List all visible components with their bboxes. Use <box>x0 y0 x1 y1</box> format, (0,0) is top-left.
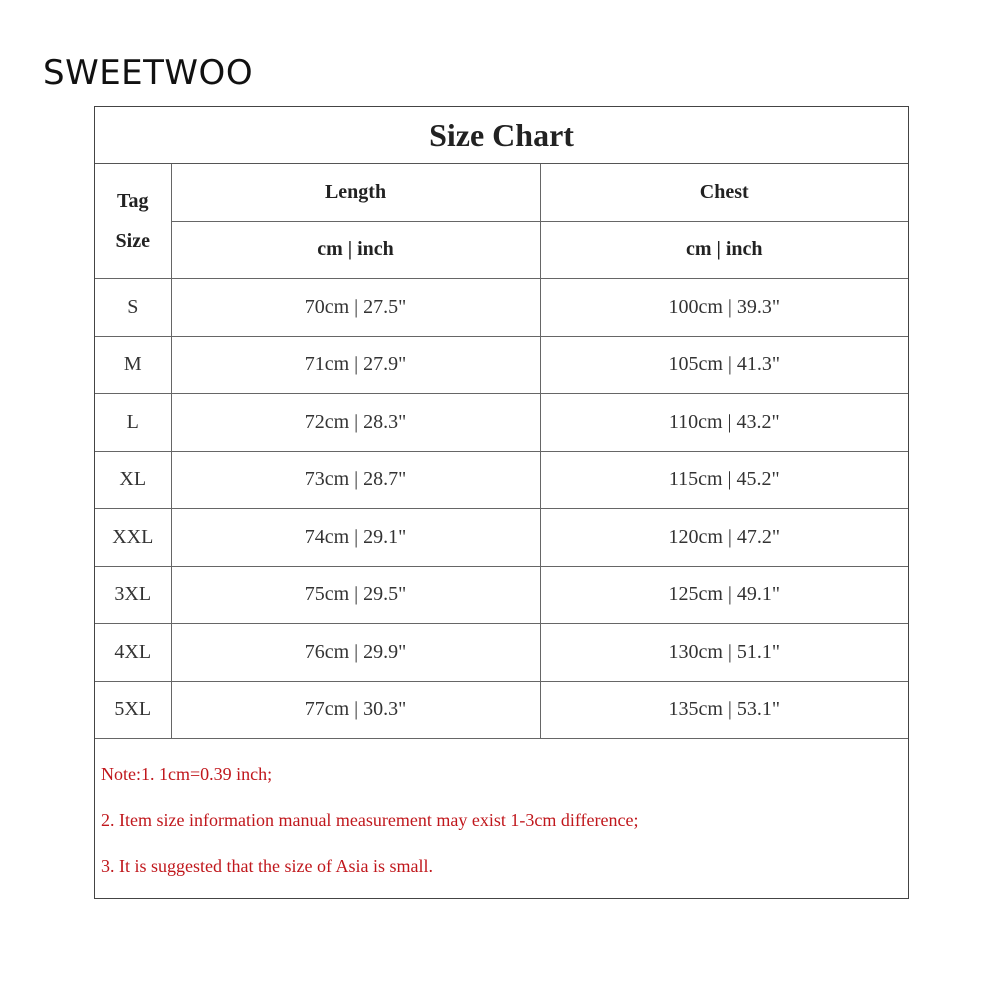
chart-title: Size Chart <box>95 107 908 164</box>
length-cell: 77cm | 30.3" <box>171 681 540 739</box>
table-row <box>95 624 908 682</box>
header-row <box>95 164 908 221</box>
length-cell: 75cm | 29.5" <box>171 566 540 624</box>
size-cell: S <box>95 279 171 337</box>
note-2: 2. Item size information manual measurement may exist 1-3cm difference; <box>101 810 639 830</box>
chest-header: Chest <box>540 164 908 221</box>
size-cell: 5XL <box>95 681 171 739</box>
size-cell: 4XL <box>95 624 171 682</box>
size-cell: 3XL <box>95 566 171 624</box>
tag-size-label-line1: Tag <box>116 190 149 212</box>
chest-cell: 105cm | 41.3" <box>540 336 908 394</box>
notes-section <box>95 740 908 898</box>
length-units: cm | inch <box>171 221 540 279</box>
length-cell: 72cm | 28.3" <box>171 394 540 452</box>
table-row <box>95 279 908 337</box>
note-1: Note:1. 1cm=0.39 inch; <box>101 764 273 784</box>
chest-units: cm | inch <box>540 221 908 279</box>
length-cell: 73cm | 28.7" <box>171 451 540 509</box>
tag-size-header <box>95 164 171 279</box>
tag-size-label-line2: Size <box>115 230 150 252</box>
table-row <box>95 566 908 624</box>
size-cell: L <box>95 394 171 452</box>
length-cell: 76cm | 29.9" <box>171 624 540 682</box>
units-row <box>95 221 908 279</box>
length-cell: 70cm | 27.5" <box>171 279 540 337</box>
chest-cell: 100cm | 39.3" <box>540 279 908 337</box>
chest-cell: 135cm | 53.1" <box>540 681 908 739</box>
size-chart <box>94 106 909 899</box>
size-table <box>95 164 908 739</box>
table-row <box>95 451 908 509</box>
size-cell: M <box>95 336 171 394</box>
chest-cell: 120cm | 47.2" <box>540 509 908 567</box>
size-cell: XL <box>95 451 171 509</box>
length-cell: 74cm | 29.1" <box>171 509 540 567</box>
length-header: Length <box>171 164 540 221</box>
chest-cell: 130cm | 51.1" <box>540 624 908 682</box>
table-row <box>95 336 908 394</box>
table-row <box>95 394 908 452</box>
chest-cell: 125cm | 49.1" <box>540 566 908 624</box>
chest-cell: 115cm | 45.2" <box>540 451 908 509</box>
note-3: 3. It is suggested that the size of Asia is small. <box>101 856 433 876</box>
length-cell: 71cm | 27.9" <box>171 336 540 394</box>
size-cell: XXL <box>95 509 171 567</box>
brand-name: SWEETWOO <box>43 53 254 93</box>
table-row <box>95 681 908 739</box>
chest-cell: 110cm | 43.2" <box>540 394 908 452</box>
table-row <box>95 509 908 567</box>
